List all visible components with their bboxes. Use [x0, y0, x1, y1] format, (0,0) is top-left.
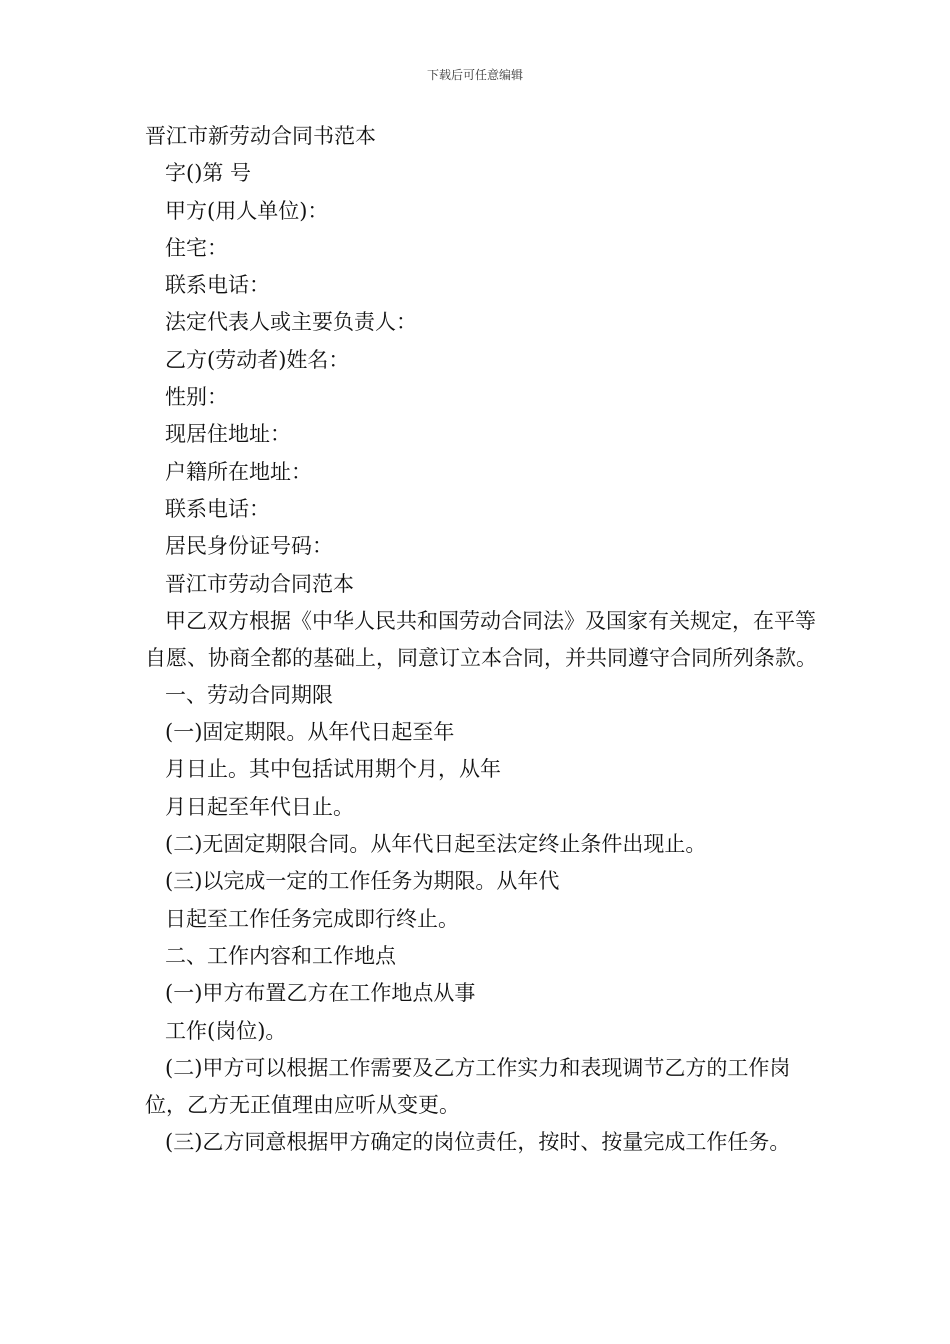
party-a-address-label: 住宅： — [165, 235, 228, 260]
party-a-legal-rep-label: 法定代表人或主要负责人： — [165, 310, 417, 335]
section2-item1-line1: (一)甲方布置乙方在工作地点从事 — [165, 981, 476, 1006]
section2-item3: (三)乙方同意根据甲方确定的岗位责任，按时、按量完成工作任务。 — [165, 1129, 791, 1154]
document-title: 晋江市新劳动合同书范本 — [145, 124, 376, 148]
section1-item2: (二)无固定期限合同。从年代日起至法定终止条件出现止。 — [165, 832, 707, 857]
section2-item1-line2: 工作(岗位)。 — [165, 1018, 287, 1043]
section2-item2: (二)甲方可以根据工作需要及乙方工作实力和表现调节乙方的工作岗位，乙方无正值理由应听从变更。 — [145, 1055, 791, 1117]
section2-heading: 二、工作内容和工作地点 — [165, 943, 396, 968]
section1-item1-line1: (一)固定期限。从年代日起至年 — [165, 720, 455, 745]
party-b-current-address-label: 现居住地址： — [165, 422, 291, 447]
header-note: 下载后可任意编辑 — [426, 68, 523, 82]
document-subtitle: 晋江市劳动合同范本 — [165, 571, 354, 596]
contract-number-line: 字()第 号 — [165, 161, 252, 186]
document-body — [145, 118, 825, 1161]
section1-heading: 一、劳动合同期限 — [165, 682, 333, 707]
section1-item3-line1: (三)以完成一定的工作任务为期限。从年代 — [165, 869, 560, 894]
section1-item3-line2: 日起至工作任务完成即行终止。 — [165, 906, 459, 931]
section1-item1-line2: 月日止。其中包括试用期个月，从年 — [165, 757, 501, 782]
party-a-phone-label: 联系电话： — [165, 273, 270, 298]
party-a-name-label: 甲方(用人单位)： — [165, 198, 329, 223]
intro-paragraph: 甲乙双方根据《中华人民共和国劳动合同法》及国家有关规定，在平等自愿、协商全都的基础上，同意订立本合同，并共同遵守合同所列条款。 — [145, 608, 817, 670]
party-b-household-address-label: 户籍所在地址： — [165, 459, 312, 484]
section1-item1-line3: 月日起至年代日止。 — [165, 794, 354, 819]
party-b-phone-label: 联系电话： — [165, 496, 270, 521]
party-b-gender-label: 性别： — [165, 385, 228, 410]
party-b-name-label: 乙方(劳动者)姓名： — [165, 347, 350, 372]
party-b-id-label: 居民身份证号码： — [165, 534, 333, 559]
